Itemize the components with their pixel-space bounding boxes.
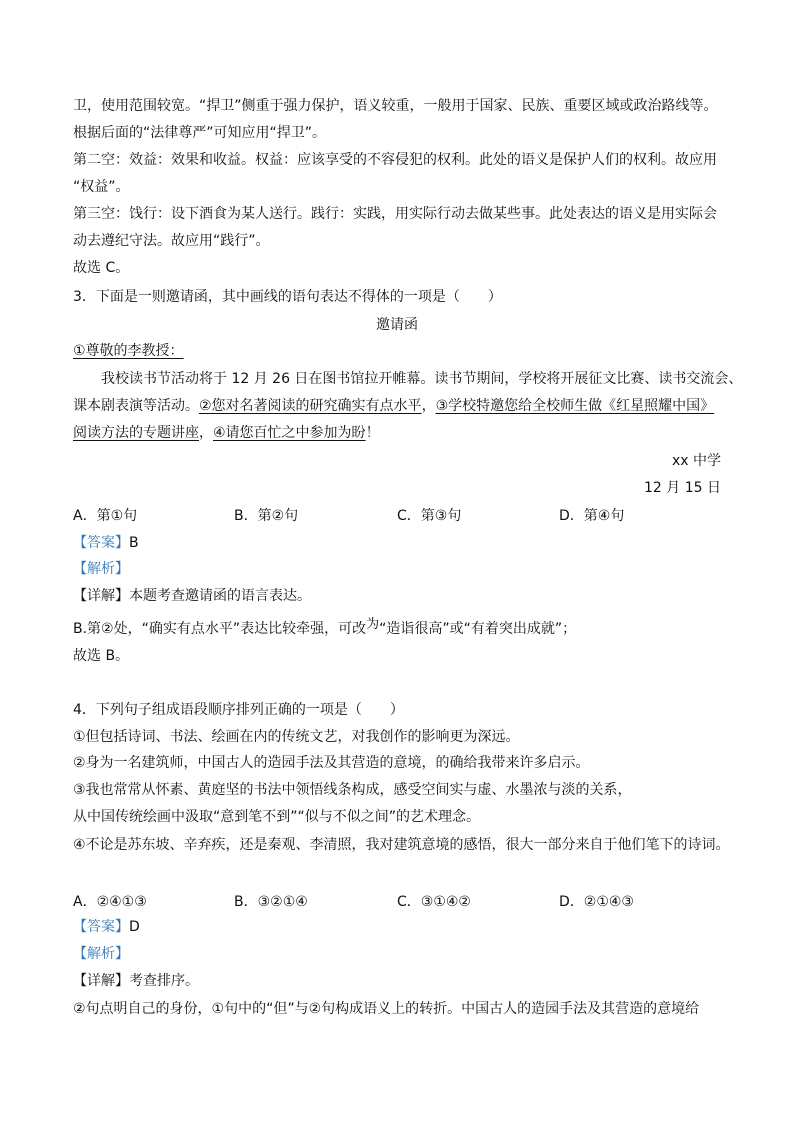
sentence-line: ③我也常常从怀素、黄庭坚的书法中领悟线条构成，感受空间实与虚、水墨浓与淡的关系， bbox=[73, 782, 632, 798]
underlined-sentence: ②您对名著阅读的研究确实有点水平 bbox=[199, 398, 422, 414]
question-3-stem: 3．下面是一则邀请函，其中画线的语句表达不得体的一项是（ ） bbox=[73, 289, 502, 305]
answer-line bbox=[73, 533, 139, 553]
option-d: D．②①④③ bbox=[559, 894, 634, 910]
letter-body-line bbox=[73, 396, 714, 416]
analysis-tag: 【解析】 bbox=[73, 561, 129, 577]
option-c: C．第③句 bbox=[397, 508, 462, 524]
explanation-line bbox=[73, 619, 576, 640]
question-4-stem: 4．下列句子组成语段顺序排列正确的一项是（ ） bbox=[73, 702, 404, 718]
text-line: 第二空：效益：效果和收益。权益：应该享受的不容侵犯的权利。此处的语义是保护人们的权利。故应用 bbox=[73, 152, 717, 168]
text-span: 为 bbox=[366, 617, 380, 632]
text-line: 卫，使用范围较宽。“捍卫”侧重于强力保护，语义较重，一般用于国家、民族、重要区域或政治路线等。 bbox=[73, 98, 718, 114]
answer-tag: 【答案】 bbox=[73, 535, 129, 551]
analysis-tag: 【解析】 bbox=[73, 946, 129, 962]
detail-line: 【详解】本题考查邀请函的语言表达。 bbox=[73, 588, 311, 604]
text-span: B.第②处，“确实有点水平”表达比较牵强，可改 bbox=[73, 621, 367, 637]
letter-salutation bbox=[73, 341, 184, 361]
sentence-line: 从中国传统绘画中汲取“意到笔不到”“似与不似之间”的艺术理念。 bbox=[73, 809, 481, 825]
explanation-line: 故选 B。 bbox=[73, 648, 130, 664]
option-a: A．②④①③ bbox=[73, 894, 147, 910]
option-c: C．③①④② bbox=[397, 894, 471, 910]
answer-value: B bbox=[129, 535, 139, 551]
letter-date: 12 月 15 日 bbox=[644, 480, 721, 496]
detail-line: 【详解】考查排序。 bbox=[73, 973, 199, 989]
text-span: “造诣很高”或“有着突出成就”； bbox=[379, 621, 577, 637]
text-line: 动去遵纪守法。故应用“践行”。 bbox=[73, 233, 270, 249]
sentence-line: ②身为一名建筑师，中国古人的造园手法及其营造的意境，的确给我带来许多启示。 bbox=[73, 755, 590, 771]
answer-value: D bbox=[129, 919, 140, 935]
letter-body-line: 我校读书节活动将于 12 月 26 日在图书馆拉开帷幕。读书节期间，学校将开展征文比赛、读书交流会、 bbox=[101, 371, 743, 387]
option-b: B．③②①④ bbox=[234, 894, 308, 910]
text-span: ， bbox=[199, 425, 213, 441]
underlined-sentence: ④请您百忙之中参加为盼 bbox=[213, 425, 366, 441]
text-line: “权益”。 bbox=[73, 179, 130, 195]
explanation-line: ②句点明自己的身份，①句中的“但”与②句构成语义上的转折。中国古人的造园手法及其营造的意境给 bbox=[73, 1001, 700, 1017]
sentence-line: ①但包括诗词、书法、绘画在内的传统文艺，对我创作的影响更为深远。 bbox=[73, 729, 520, 745]
underlined-sentence: 阅读方法的专题讲座 bbox=[73, 425, 199, 441]
text-span: ！ bbox=[365, 425, 380, 441]
underlined-sentence: ①尊敬的李教授： bbox=[73, 343, 184, 359]
answer-tag: 【答案】 bbox=[73, 919, 129, 935]
underlined-sentence: ③学校特邀您给全校师生做《红星照耀中国》 bbox=[435, 398, 715, 414]
sentence-line: ④不论是苏东坡、辛弃疾，还是秦观、李清照，我对建筑意境的感悟，很大一部分来自于他们笔下的诗词。 bbox=[73, 837, 730, 853]
text-line: 根据后面的“法律尊严”可知应用“捍卫”。 bbox=[73, 125, 327, 141]
letter-body-line bbox=[73, 423, 380, 443]
text-line: 第三空：饯行：设下酒食为某人送行。践行：实践，用实际行动去做某些事。此处表达的语义是用实际会 bbox=[73, 206, 717, 222]
option-a: A．第①句 bbox=[73, 508, 138, 524]
option-b: B．第②句 bbox=[234, 508, 299, 524]
option-d: D．第④句 bbox=[559, 508, 625, 524]
text-span: ， bbox=[421, 398, 436, 414]
text-span: 课本剧表演等活动。 bbox=[73, 398, 199, 414]
answer-line bbox=[73, 917, 140, 937]
letter-signature: xx 中学 bbox=[671, 453, 721, 469]
text-line: 故选 C。 bbox=[73, 260, 130, 276]
letter-title: 邀请函 bbox=[376, 317, 418, 333]
